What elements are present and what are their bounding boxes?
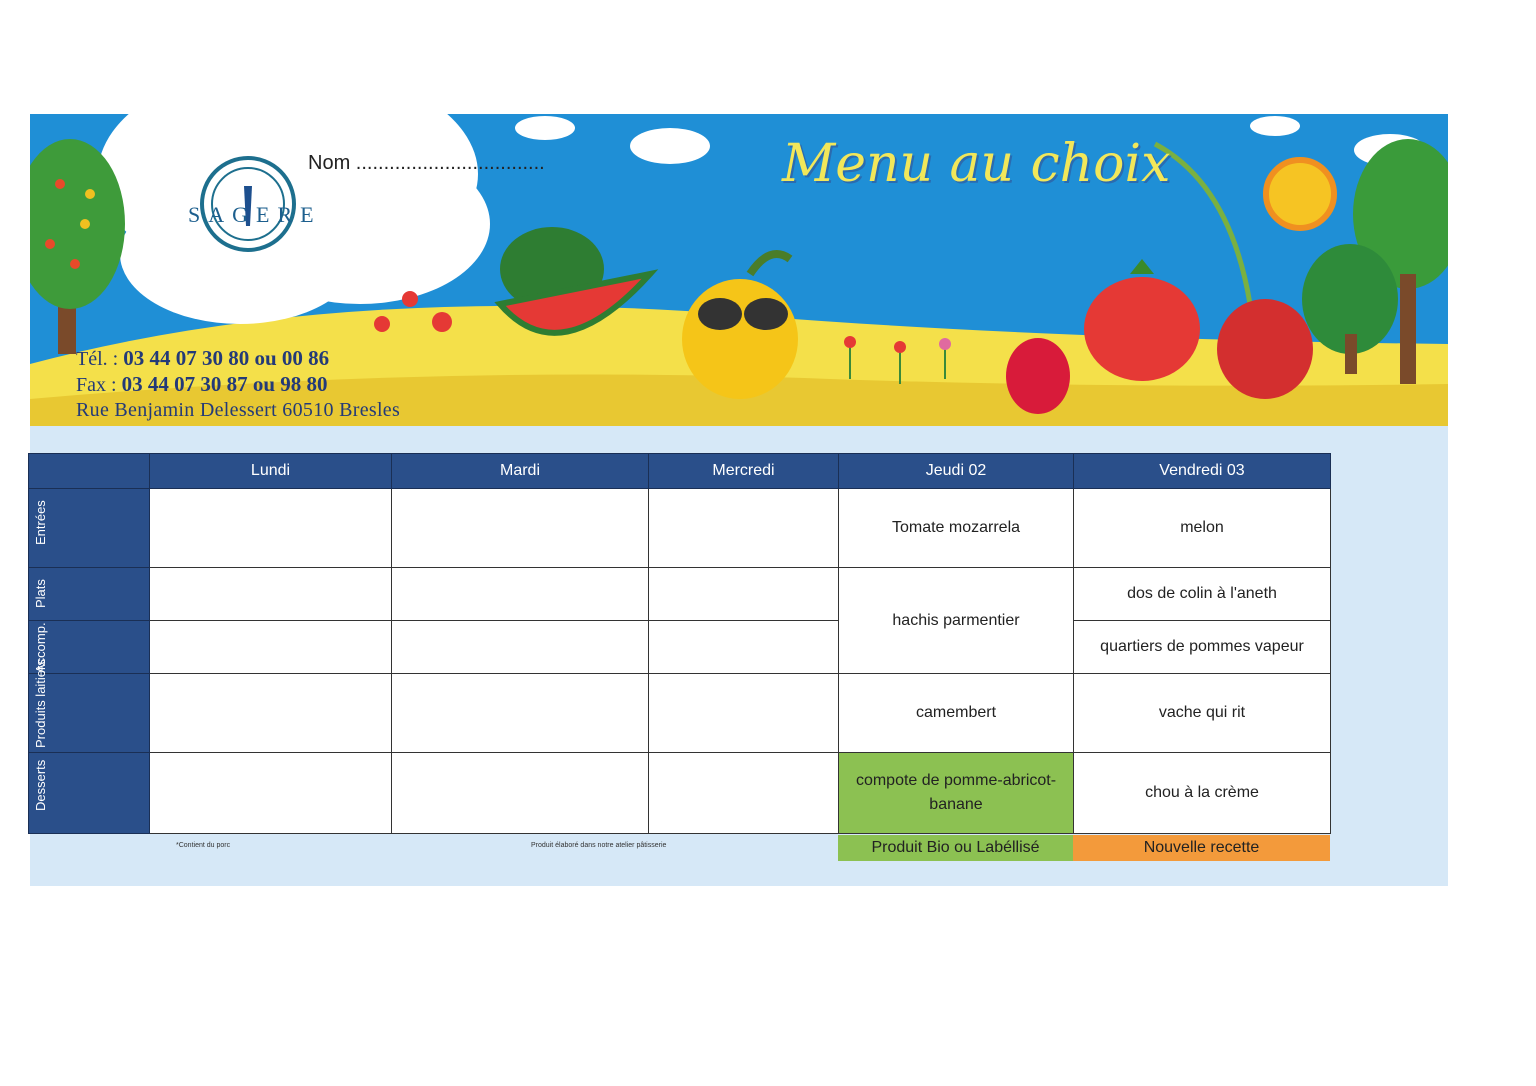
menu-cell-jeudi-dessert[interactable]: compote de pomme-abricot-banane bbox=[839, 753, 1074, 834]
phone-number: 03 44 07 30 80 ou 00 86 bbox=[123, 346, 330, 370]
menu-cell[interactable] bbox=[150, 489, 392, 568]
address: Rue Benjamin Delessert 60510 Bresles bbox=[76, 399, 401, 421]
row-label: Entrées bbox=[33, 500, 48, 545]
row-label: Produits laitiers bbox=[33, 659, 48, 748]
contact-block bbox=[76, 346, 400, 423]
fax-number: 03 44 07 30 87 ou 98 80 bbox=[121, 372, 328, 396]
menu-table bbox=[28, 453, 1331, 834]
menu-cell-vendredi-entree[interactable]: melon bbox=[1074, 489, 1331, 568]
legend-new-recipe: Nouvelle recette bbox=[1073, 835, 1330, 861]
menu-cell-jeudi-entree[interactable]: Tomate mozarrela bbox=[839, 489, 1074, 568]
row-header-laitiers bbox=[29, 659, 150, 753]
corner-header bbox=[29, 454, 150, 489]
row-header-desserts bbox=[29, 753, 150, 834]
row-label: Desserts bbox=[33, 759, 48, 811]
legend-bio: Produit Bio ou Labéllisé bbox=[838, 835, 1073, 861]
brand-logo-text: SAGERE bbox=[188, 202, 322, 227]
note-atelier: Produit élaboré dans notre atelier pâtisserie bbox=[531, 842, 667, 849]
menu-cell-vendredi-dessert[interactable]: chou à la crème bbox=[1074, 753, 1331, 834]
day-header: Jeudi 02 bbox=[839, 454, 1074, 489]
nom-dots: .................................. bbox=[355, 152, 545, 174]
menu-cell[interactable] bbox=[150, 568, 392, 621]
banner bbox=[30, 114, 1448, 426]
menu-cell-vendredi-plat[interactable]: dos de colin à l'aneth bbox=[1074, 568, 1331, 621]
menu-cell-vendredi-laitier[interactable]: vache qui rit bbox=[1074, 674, 1331, 753]
menu-cell[interactable] bbox=[150, 753, 392, 834]
day-header: Mardi bbox=[392, 454, 649, 489]
day-header: Mercredi bbox=[649, 454, 839, 489]
menu-cell[interactable] bbox=[649, 674, 839, 753]
menu-cell[interactable] bbox=[649, 568, 839, 621]
menu-cell-vendredi-accomp[interactable]: quartiers de pommes vapeur bbox=[1074, 621, 1331, 674]
menu-cell[interactable] bbox=[649, 621, 839, 674]
menu-cell[interactable] bbox=[392, 621, 649, 674]
menu-cell-jeudi-laitier[interactable]: camembert bbox=[839, 674, 1074, 753]
menu-cell[interactable] bbox=[150, 674, 392, 753]
nom-label: Nom bbox=[308, 152, 351, 174]
day-header: Lundi bbox=[150, 454, 392, 489]
note-porc: *Contient du porc bbox=[176, 842, 231, 849]
phone-line bbox=[76, 346, 400, 372]
page-title: Menu au choix bbox=[782, 134, 1171, 194]
menu-cell[interactable] bbox=[392, 674, 649, 753]
menu-cell-jeudi-plat[interactable]: hachis parmentier bbox=[839, 568, 1074, 674]
menu-cell[interactable] bbox=[392, 568, 649, 621]
menu-cell[interactable] bbox=[649, 489, 839, 568]
day-header: Vendredi 03 bbox=[1074, 454, 1331, 489]
menu-cell[interactable] bbox=[150, 621, 392, 674]
row-header-entrees bbox=[29, 489, 150, 568]
menu-cell[interactable] bbox=[392, 753, 649, 834]
phone-label: Tél. : bbox=[76, 348, 119, 370]
row-label: Plats bbox=[33, 579, 48, 608]
menu-cell[interactable] bbox=[392, 489, 649, 568]
menu-cell[interactable] bbox=[649, 753, 839, 834]
name-field-label bbox=[308, 152, 545, 175]
row-header-plats bbox=[29, 568, 150, 621]
fax-line bbox=[76, 372, 400, 398]
row-label: Accomp. bbox=[33, 622, 48, 673]
fax-label: Fax : bbox=[76, 374, 117, 396]
